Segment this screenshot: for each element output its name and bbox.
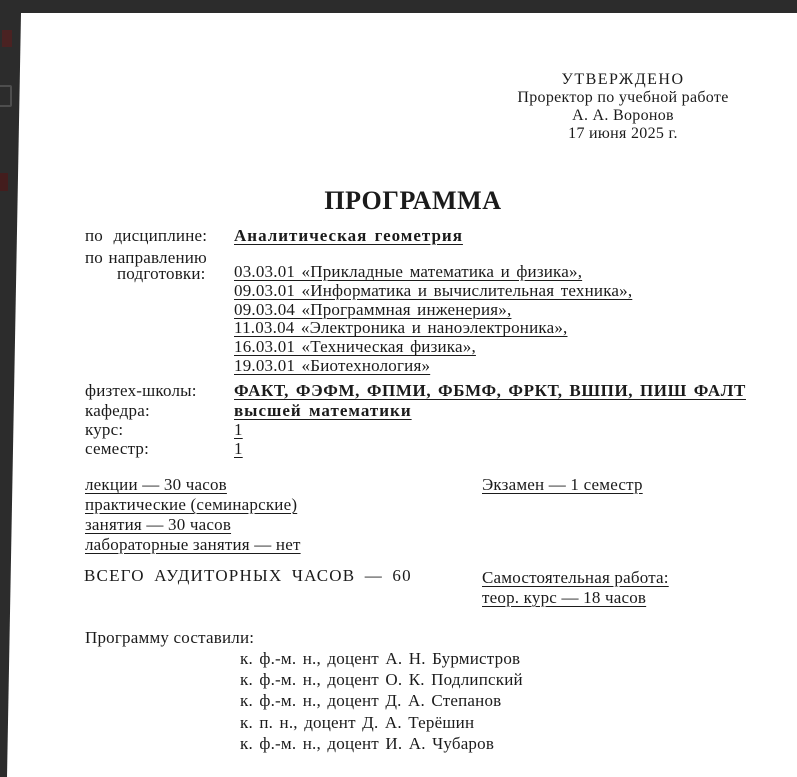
direction-label-line1: по направлению	[85, 248, 207, 267]
background-button-fragment-icon	[0, 85, 12, 107]
department-label: кафедра:	[85, 401, 150, 420]
direction-label-line2: подготовки:	[117, 264, 206, 283]
direction-item: 19.03.01 «Биотехнология»	[234, 355, 431, 375]
hours-practical-line2: занятия — 30 часов	[85, 515, 232, 534]
window-top-edge	[0, 0, 797, 13]
direction-item: 16.03.01 «Техническая физика»,	[234, 337, 476, 357]
page-title: ПРОГРАММА	[324, 186, 502, 215]
author-item: к. ф.-м. н., доцент О. К. Подлипский	[240, 670, 523, 690]
author-item: к. ф.-м. н., доцент Д. А. Степанов	[240, 691, 502, 711]
direction-item: 09.03.04 «Программная инженерия»,	[234, 299, 512, 319]
course-value: 1	[234, 420, 243, 439]
discipline-label: по дисциплине:	[85, 226, 208, 245]
author-item: к. ф.-м. н., доцент И. А. Чубаров	[240, 733, 495, 753]
authors-heading: Программу составили:	[85, 628, 255, 647]
direction-item: 09.03.01 «Информатика и вычислительная техника»,	[234, 280, 633, 300]
background-logo-fragment-icon	[2, 30, 12, 47]
school-label: физтех-школы:	[85, 381, 197, 400]
authors-list	[240, 648, 523, 754]
selfwork-theory-course: теор. курс — 18 часов	[482, 588, 647, 607]
hours-practical-line1: практические (семинарские)	[85, 495, 298, 514]
approval-signatory-name: А. А. Воронов	[572, 107, 674, 124]
department-value: высшей математики	[234, 401, 412, 420]
background-badge-fragment-icon	[0, 173, 8, 191]
approval-approved-label: УТВЕРЖДЕНО	[561, 71, 685, 88]
selfwork-heading: Самостоятельная работа:	[482, 568, 669, 587]
selfwork-block	[482, 568, 669, 608]
direction-list	[234, 263, 632, 376]
total-hours-line: ВСЕГО АУДИТОРНЫХ ЧАСОВ — 60	[84, 566, 412, 585]
exam-line: Экзамен — 1 семестр	[482, 475, 643, 494]
hours-laboratory: лабораторные занятия — нет	[85, 535, 301, 554]
direction-item: 11.03.04 «Электроника и наноэлектроника»,	[234, 318, 568, 338]
author-item: к. ф.-м. н., доцент А. Н. Бурмистров	[240, 649, 521, 668]
semester-value: 1	[234, 439, 243, 458]
discipline-value: Аналитическая геометрия	[234, 226, 463, 245]
hours-block	[85, 475, 301, 555]
approval-block	[457, 71, 789, 143]
approval-role: Проректор по учебной работе	[517, 89, 729, 106]
hours-lectures: лекции — 30 часов	[85, 475, 227, 494]
semester-label: семестр:	[85, 439, 150, 458]
school-value: ФАКТ, ФЭФМ, ФПМИ, ФБМФ, ФРКТ, ВШПИ, ПИШ ФАЛТ	[234, 381, 746, 400]
course-label: курс:	[85, 420, 124, 439]
approval-date: 17 июня 2025 г.	[568, 125, 678, 142]
author-item: к. п. н., доцент Д. А. Терёшин	[240, 712, 475, 732]
background-window-sliver	[0, 13, 22, 777]
direction-item: 03.03.01 «Прикладные математика и физика»,	[234, 262, 583, 281]
